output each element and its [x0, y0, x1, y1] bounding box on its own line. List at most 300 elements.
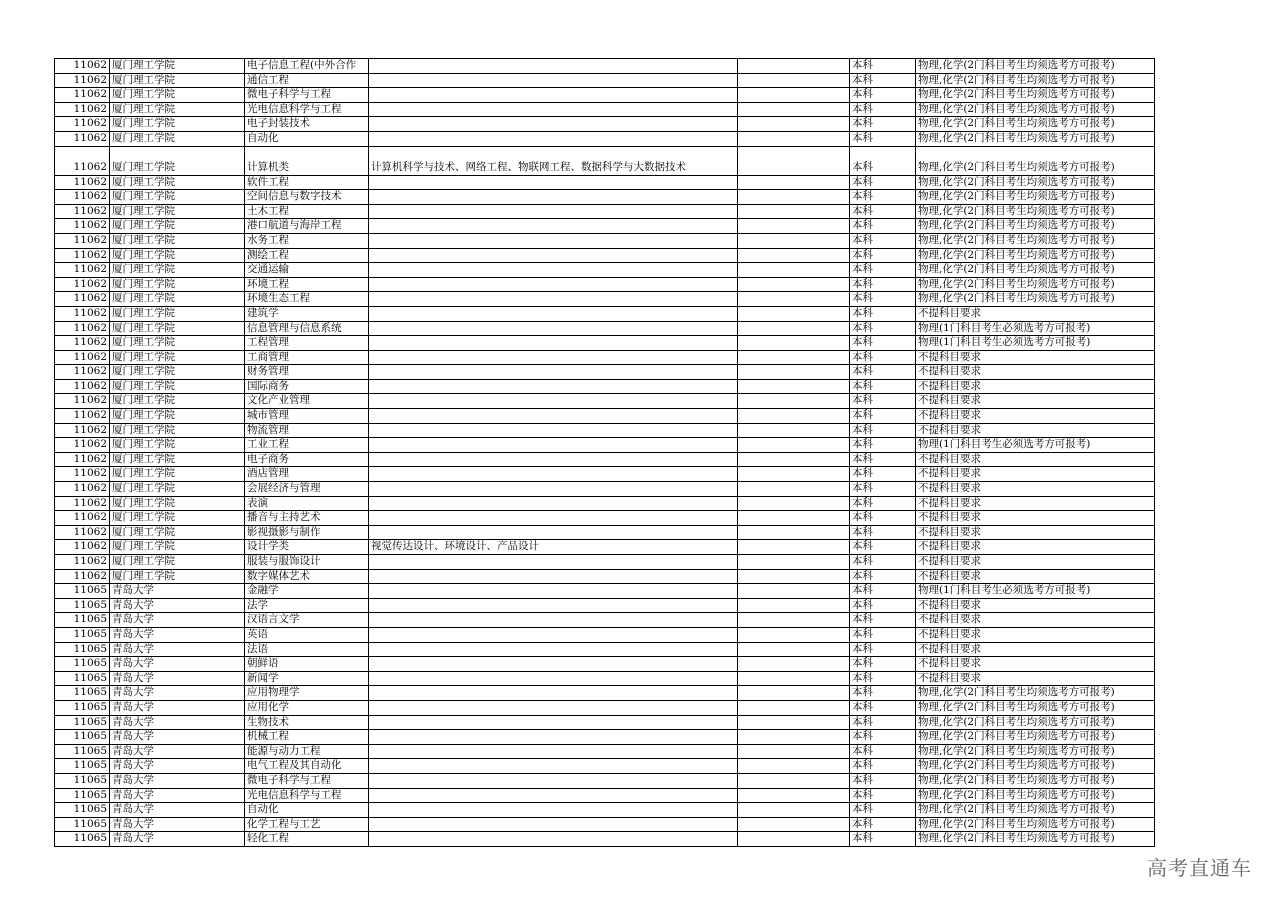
- major-name-cell: 港口航道与海岸工程: [245, 219, 369, 234]
- blank-cell: [738, 569, 850, 584]
- table-row: [55, 482, 1155, 497]
- included-majors-cell: [369, 263, 738, 278]
- included-majors-cell: [369, 584, 738, 599]
- school-code-cell: 11062: [55, 321, 110, 336]
- major-name-cell: 土木工程: [245, 204, 369, 219]
- major-name-cell: 电子信息工程(中外合作: [245, 59, 369, 74]
- blank-cell: [738, 700, 850, 715]
- level-cell: 本科: [850, 744, 916, 759]
- subject-requirement-cell: 不提科目要求: [916, 452, 1155, 467]
- major-name-cell: 法学: [245, 598, 369, 613]
- school-code-cell: 11065: [55, 671, 110, 686]
- table-row: [55, 423, 1155, 438]
- blank-cell: [738, 511, 850, 526]
- blank-cell: [738, 482, 850, 497]
- school-name-cell: 厦门理工学院: [110, 525, 245, 540]
- school-code-cell: 11065: [55, 832, 110, 847]
- school-code-cell: 11062: [55, 423, 110, 438]
- included-majors-cell: [369, 700, 738, 715]
- subject-requirement-cell: 不提科目要求: [916, 423, 1155, 438]
- subject-requirement-cell: 不提科目要求: [916, 598, 1155, 613]
- included-majors-cell: [369, 496, 738, 511]
- school-name-cell: 厦门理工学院: [110, 321, 245, 336]
- included-majors-cell: [369, 744, 738, 759]
- blank-cell: [738, 613, 850, 628]
- level-cell: 本科: [850, 190, 916, 205]
- level-cell: 本科: [850, 233, 916, 248]
- major-name-cell: 信息管理与信息系统: [245, 321, 369, 336]
- table-row: [55, 613, 1155, 628]
- subject-requirement-cell: 不提科目要求: [916, 540, 1155, 555]
- blank-cell: [738, 131, 850, 146]
- subject-requirement-cell: 不提科目要求: [916, 482, 1155, 497]
- level-cell: 本科: [850, 657, 916, 672]
- subject-requirement-cell: 不提科目要求: [916, 627, 1155, 642]
- table-row: [55, 365, 1155, 380]
- school-name-cell: 厦门理工学院: [110, 292, 245, 307]
- major-name-cell: 工程管理: [245, 336, 369, 351]
- table-row: [55, 379, 1155, 394]
- table-row: [55, 248, 1155, 263]
- included-majors-cell: [369, 336, 738, 351]
- level-cell: 本科: [850, 59, 916, 74]
- school-name-cell: 厦门理工学院: [110, 190, 245, 205]
- table-row: [55, 700, 1155, 715]
- table-row: [55, 350, 1155, 365]
- major-name-cell: 表演: [245, 496, 369, 511]
- major-name-cell: 影视摄影与制作: [245, 525, 369, 540]
- level-cell: 本科: [850, 627, 916, 642]
- major-name-cell: 光电信息科学与工程: [245, 102, 369, 117]
- major-name-cell: 数字媒体艺术: [245, 569, 369, 584]
- level-cell: 本科: [850, 219, 916, 234]
- included-majors-cell: [369, 277, 738, 292]
- subject-requirement-cell: 物理,化学(2门科目考生均须选考方可报考): [916, 73, 1155, 88]
- blank-cell: [738, 715, 850, 730]
- level-cell: 本科: [850, 817, 916, 832]
- blank-cell: [738, 598, 850, 613]
- included-majors-cell: [369, 423, 738, 438]
- school-name-cell: 青岛大学: [110, 759, 245, 774]
- school-code-cell: 11062: [55, 88, 110, 103]
- level-cell: 本科: [850, 73, 916, 88]
- level-cell: 本科: [850, 365, 916, 380]
- blank-cell: [738, 175, 850, 190]
- subject-requirement-cell: 不提科目要求: [916, 394, 1155, 409]
- subject-requirement-cell: 物理,化学(2门科目考生均须选考方可报考): [916, 59, 1155, 74]
- subject-requirement-cell: 物理(1门科目考生必须选考方可报考): [916, 336, 1155, 351]
- level-cell: 本科: [850, 438, 916, 453]
- school-name-cell: 厦门理工学院: [110, 350, 245, 365]
- school-name-cell: 青岛大学: [110, 627, 245, 642]
- level-cell: 本科: [850, 379, 916, 394]
- major-name-cell: 水务工程: [245, 233, 369, 248]
- level-cell: 本科: [850, 394, 916, 409]
- school-name-cell: 厦门理工学院: [110, 88, 245, 103]
- table-row: [55, 759, 1155, 774]
- level-cell: 本科: [850, 832, 916, 847]
- major-name-cell: 会展经济与管理: [245, 482, 369, 497]
- included-majors-cell: [369, 452, 738, 467]
- blank-cell: [738, 467, 850, 482]
- table-row: [55, 496, 1155, 511]
- blank-cell: [738, 423, 850, 438]
- level-cell: 本科: [850, 336, 916, 351]
- blank-cell: [738, 117, 850, 132]
- school-name-cell: 厦门理工学院: [110, 365, 245, 380]
- table-row: [55, 321, 1155, 336]
- table-row: [55, 671, 1155, 686]
- major-name-cell: 应用物理学: [245, 686, 369, 701]
- major-name-cell: 电子封装技术: [245, 117, 369, 132]
- major-name-cell: 新闻学: [245, 671, 369, 686]
- blank-cell: [738, 190, 850, 205]
- subject-requirement-cell: 物理(1门科目考生必须选考方可报考): [916, 584, 1155, 599]
- blank-cell: [738, 219, 850, 234]
- table-row: [55, 73, 1155, 88]
- included-majors-cell: [369, 467, 738, 482]
- table-row: [55, 146, 1155, 175]
- table-row: [55, 788, 1155, 803]
- school-code-cell: 11062: [55, 496, 110, 511]
- table-row: [55, 409, 1155, 424]
- subject-requirement-cell: 不提科目要求: [916, 306, 1155, 321]
- school-name-cell: 厦门理工学院: [110, 394, 245, 409]
- major-name-cell: 空间信息与数字技术: [245, 190, 369, 205]
- subject-requirement-cell: 物理,化学(2门科目考生均须选考方可报考): [916, 759, 1155, 774]
- table-row: [55, 131, 1155, 146]
- school-code-cell: 11062: [55, 525, 110, 540]
- major-name-cell: 工商管理: [245, 350, 369, 365]
- blank-cell: [738, 555, 850, 570]
- school-name-cell: 厦门理工学院: [110, 467, 245, 482]
- blank-cell: [738, 88, 850, 103]
- table-row: [55, 263, 1155, 278]
- school-code-cell: 11065: [55, 657, 110, 672]
- major-name-cell: 英语: [245, 627, 369, 642]
- level-cell: 本科: [850, 773, 916, 788]
- school-name-cell: 厦门理工学院: [110, 540, 245, 555]
- blank-cell: [738, 263, 850, 278]
- major-name-cell: 能源与动力工程: [245, 744, 369, 759]
- major-name-cell: 电气工程及其自动化: [245, 759, 369, 774]
- included-majors-cell: [369, 773, 738, 788]
- school-name-cell: 厦门理工学院: [110, 569, 245, 584]
- school-code-cell: 11062: [55, 263, 110, 278]
- table-row: [55, 584, 1155, 599]
- level-cell: 本科: [850, 175, 916, 190]
- blank-cell: [738, 671, 850, 686]
- included-majors-cell: [369, 409, 738, 424]
- subject-requirement-cell: 不提科目要求: [916, 467, 1155, 482]
- blank-cell: [738, 248, 850, 263]
- level-cell: 本科: [850, 292, 916, 307]
- subject-requirement-cell: 不提科目要求: [916, 613, 1155, 628]
- major-name-cell: 文化产业管理: [245, 394, 369, 409]
- included-majors-cell: [369, 730, 738, 745]
- subject-requirement-cell: 不提科目要求: [916, 350, 1155, 365]
- school-code-cell: 11062: [55, 146, 110, 175]
- major-name-cell: 软件工程: [245, 175, 369, 190]
- blank-cell: [738, 657, 850, 672]
- school-name-cell: 厦门理工学院: [110, 496, 245, 511]
- included-majors-cell: [369, 569, 738, 584]
- school-code-cell: 11062: [55, 452, 110, 467]
- school-name-cell: 厦门理工学院: [110, 73, 245, 88]
- table-row: [55, 88, 1155, 103]
- subject-requirement-cell: 物理,化学(2门科目考生均须选考方可报考): [916, 190, 1155, 205]
- table-row: [55, 394, 1155, 409]
- included-majors-cell: [369, 627, 738, 642]
- blank-cell: [738, 540, 850, 555]
- school-name-cell: 厦门理工学院: [110, 117, 245, 132]
- school-name-cell: 青岛大学: [110, 730, 245, 745]
- subject-requirement-cell: 物理,化学(2门科目考生均须选考方可报考): [916, 219, 1155, 234]
- school-name-cell: 青岛大学: [110, 803, 245, 818]
- major-name-cell: 财务管理: [245, 365, 369, 380]
- table-row: [55, 438, 1155, 453]
- subject-requirement-cell: 物理,化学(2门科目考生均须选考方可报考): [916, 744, 1155, 759]
- included-majors-cell: [369, 190, 738, 205]
- subject-requirement-cell: 物理,化学(2门科目考生均须选考方可报考): [916, 700, 1155, 715]
- school-name-cell: 厦门理工学院: [110, 146, 245, 175]
- subject-requirement-cell: 不提科目要求: [916, 365, 1155, 380]
- level-cell: 本科: [850, 321, 916, 336]
- major-name-cell: 建筑学: [245, 306, 369, 321]
- level-cell: 本科: [850, 277, 916, 292]
- school-code-cell: 11065: [55, 744, 110, 759]
- school-code-cell: 11062: [55, 511, 110, 526]
- school-name-cell: 厦门理工学院: [110, 175, 245, 190]
- blank-cell: [738, 306, 850, 321]
- blank-cell: [738, 379, 850, 394]
- included-majors-cell: [369, 438, 738, 453]
- school-code-cell: 11062: [55, 409, 110, 424]
- table-row: [55, 832, 1155, 847]
- table-row: [55, 555, 1155, 570]
- included-majors-cell: [369, 131, 738, 146]
- blank-cell: [738, 803, 850, 818]
- school-code-cell: 11062: [55, 365, 110, 380]
- blank-cell: [738, 438, 850, 453]
- school-code-cell: 11062: [55, 306, 110, 321]
- subject-requirement-cell: 不提科目要求: [916, 379, 1155, 394]
- blank-cell: [738, 525, 850, 540]
- table-row: [55, 540, 1155, 555]
- table-row: [55, 102, 1155, 117]
- included-majors-cell: [369, 292, 738, 307]
- subject-requirement-cell: 物理,化学(2门科目考生均须选考方可报考): [916, 788, 1155, 803]
- included-majors-cell: 视觉传达设计、环境设计、产品设计: [369, 540, 738, 555]
- included-majors-cell: [369, 350, 738, 365]
- subject-requirement-cell: 物理,化学(2门科目考生均须选考方可报考): [916, 277, 1155, 292]
- table-row: [55, 773, 1155, 788]
- table-body: [55, 59, 1155, 847]
- subject-requirement-cell: 不提科目要求: [916, 496, 1155, 511]
- blank-cell: [738, 321, 850, 336]
- school-name-cell: 青岛大学: [110, 598, 245, 613]
- school-name-cell: 青岛大学: [110, 832, 245, 847]
- subject-requirement-cell: 不提科目要求: [916, 671, 1155, 686]
- school-code-cell: 11062: [55, 350, 110, 365]
- school-code-cell: 11062: [55, 131, 110, 146]
- level-cell: 本科: [850, 700, 916, 715]
- school-name-cell: 厦门理工学院: [110, 59, 245, 74]
- major-name-cell: 电子商务: [245, 452, 369, 467]
- school-code-cell: 11062: [55, 102, 110, 117]
- school-name-cell: 厦门理工学院: [110, 336, 245, 351]
- school-code-cell: 11062: [55, 73, 110, 88]
- blank-cell: [738, 146, 850, 175]
- blank-cell: [738, 365, 850, 380]
- school-name-cell: 厦门理工学院: [110, 511, 245, 526]
- school-code-cell: 11062: [55, 336, 110, 351]
- school-name-cell: 青岛大学: [110, 817, 245, 832]
- school-code-cell: 11065: [55, 759, 110, 774]
- subject-requirement-cell: 物理,化学(2门科目考生均须选考方可报考): [916, 204, 1155, 219]
- table-row: [55, 525, 1155, 540]
- blank-cell: [738, 336, 850, 351]
- school-code-cell: 11062: [55, 379, 110, 394]
- level-cell: 本科: [850, 248, 916, 263]
- included-majors-cell: [369, 321, 738, 336]
- school-code-cell: 11065: [55, 773, 110, 788]
- included-majors-cell: [369, 102, 738, 117]
- school-name-cell: 厦门理工学院: [110, 131, 245, 146]
- school-name-cell: 厦门理工学院: [110, 248, 245, 263]
- table-row: [55, 642, 1155, 657]
- school-name-cell: 厦门理工学院: [110, 438, 245, 453]
- included-majors-cell: [369, 511, 738, 526]
- table-row: [55, 59, 1155, 74]
- school-code-cell: 11065: [55, 613, 110, 628]
- school-code-cell: 11062: [55, 292, 110, 307]
- school-code-cell: 11065: [55, 715, 110, 730]
- subject-requirement-cell: 物理,化学(2门科目考生均须选考方可报考): [916, 131, 1155, 146]
- included-majors-cell: [369, 117, 738, 132]
- watermark: 高考直通车: [1147, 856, 1252, 880]
- school-code-cell: 11062: [55, 482, 110, 497]
- blank-cell: [738, 409, 850, 424]
- subject-requirement-cell: 不提科目要求: [916, 511, 1155, 526]
- blank-cell: [738, 59, 850, 74]
- blank-cell: [738, 759, 850, 774]
- table-row: [55, 117, 1155, 132]
- included-majors-cell: [369, 788, 738, 803]
- subject-requirement-cell: 物理,化学(2门科目考生均须选考方可报考): [916, 715, 1155, 730]
- school-name-cell: 厦门理工学院: [110, 379, 245, 394]
- school-code-cell: 11062: [55, 540, 110, 555]
- blank-cell: [738, 642, 850, 657]
- school-name-cell: 厦门理工学院: [110, 219, 245, 234]
- blank-cell: [738, 277, 850, 292]
- included-majors-cell: [369, 379, 738, 394]
- level-cell: 本科: [850, 423, 916, 438]
- major-name-cell: 物流管理: [245, 423, 369, 438]
- included-majors-cell: [369, 365, 738, 380]
- blank-cell: [738, 627, 850, 642]
- major-name-cell: 微电子科学与工程: [245, 773, 369, 788]
- level-cell: 本科: [850, 409, 916, 424]
- school-name-cell: 青岛大学: [110, 584, 245, 599]
- level-cell: 本科: [850, 88, 916, 103]
- blank-cell: [738, 817, 850, 832]
- level-cell: 本科: [850, 452, 916, 467]
- included-majors-cell: [369, 525, 738, 540]
- included-majors-cell: [369, 817, 738, 832]
- subject-requirement-cell: 物理,化学(2门科目考生均须选考方可报考): [916, 102, 1155, 117]
- major-name-cell: 光电信息科学与工程: [245, 788, 369, 803]
- school-code-cell: 11065: [55, 803, 110, 818]
- subject-requirement-cell: 物理,化学(2门科目考生均须选考方可报考): [916, 88, 1155, 103]
- blank-cell: [738, 73, 850, 88]
- subject-requirement-cell: 物理,化学(2门科目考生均须选考方可报考): [916, 117, 1155, 132]
- major-name-cell: 工业工程: [245, 438, 369, 453]
- school-name-cell: 青岛大学: [110, 715, 245, 730]
- major-name-cell: 播音与主持艺术: [245, 511, 369, 526]
- school-name-cell: 厦门理工学院: [110, 263, 245, 278]
- blank-cell: [738, 730, 850, 745]
- included-majors-cell: [369, 175, 738, 190]
- blank-cell: [738, 350, 850, 365]
- subject-requirement-cell: 物理,化学(2门科目考生均须选考方可报考): [916, 817, 1155, 832]
- table-row: [55, 730, 1155, 745]
- major-name-cell: 国际商务: [245, 379, 369, 394]
- subject-requirement-cell: 物理,化学(2门科目考生均须选考方可报考): [916, 146, 1155, 175]
- included-majors-cell: [369, 671, 738, 686]
- subject-requirement-cell: 物理,化学(2门科目考生均须选考方可报考): [916, 832, 1155, 847]
- included-majors-cell: [369, 219, 738, 234]
- blank-cell: [738, 394, 850, 409]
- included-majors-cell: [369, 204, 738, 219]
- major-name-cell: 测绘工程: [245, 248, 369, 263]
- table-row: [55, 306, 1155, 321]
- table-row: [55, 744, 1155, 759]
- table-row: [55, 511, 1155, 526]
- table-row: [55, 803, 1155, 818]
- major-name-cell: 机械工程: [245, 730, 369, 745]
- included-majors-cell: [369, 598, 738, 613]
- major-name-cell: 朝鲜语: [245, 657, 369, 672]
- level-cell: 本科: [850, 584, 916, 599]
- school-name-cell: 青岛大学: [110, 642, 245, 657]
- level-cell: 本科: [850, 131, 916, 146]
- school-code-cell: 11062: [55, 394, 110, 409]
- major-name-cell: 自动化: [245, 803, 369, 818]
- school-name-cell: 青岛大学: [110, 657, 245, 672]
- subject-requirement-cell: 不提科目要求: [916, 569, 1155, 584]
- major-name-cell: 轻化工程: [245, 832, 369, 847]
- school-code-cell: 11062: [55, 59, 110, 74]
- major-name-cell: 法语: [245, 642, 369, 657]
- blank-cell: [738, 788, 850, 803]
- blank-cell: [738, 233, 850, 248]
- blank-cell: [738, 584, 850, 599]
- blank-cell: [738, 832, 850, 847]
- level-cell: 本科: [850, 686, 916, 701]
- school-name-cell: 青岛大学: [110, 744, 245, 759]
- school-code-cell: 11065: [55, 584, 110, 599]
- table-row: [55, 219, 1155, 234]
- subject-requirement-cell: 不提科目要求: [916, 555, 1155, 570]
- school-code-cell: 11062: [55, 569, 110, 584]
- level-cell: 本科: [850, 671, 916, 686]
- level-cell: 本科: [850, 306, 916, 321]
- table-row: [55, 627, 1155, 642]
- included-majors-cell: [369, 233, 738, 248]
- school-code-cell: 11062: [55, 277, 110, 292]
- school-name-cell: 厦门理工学院: [110, 306, 245, 321]
